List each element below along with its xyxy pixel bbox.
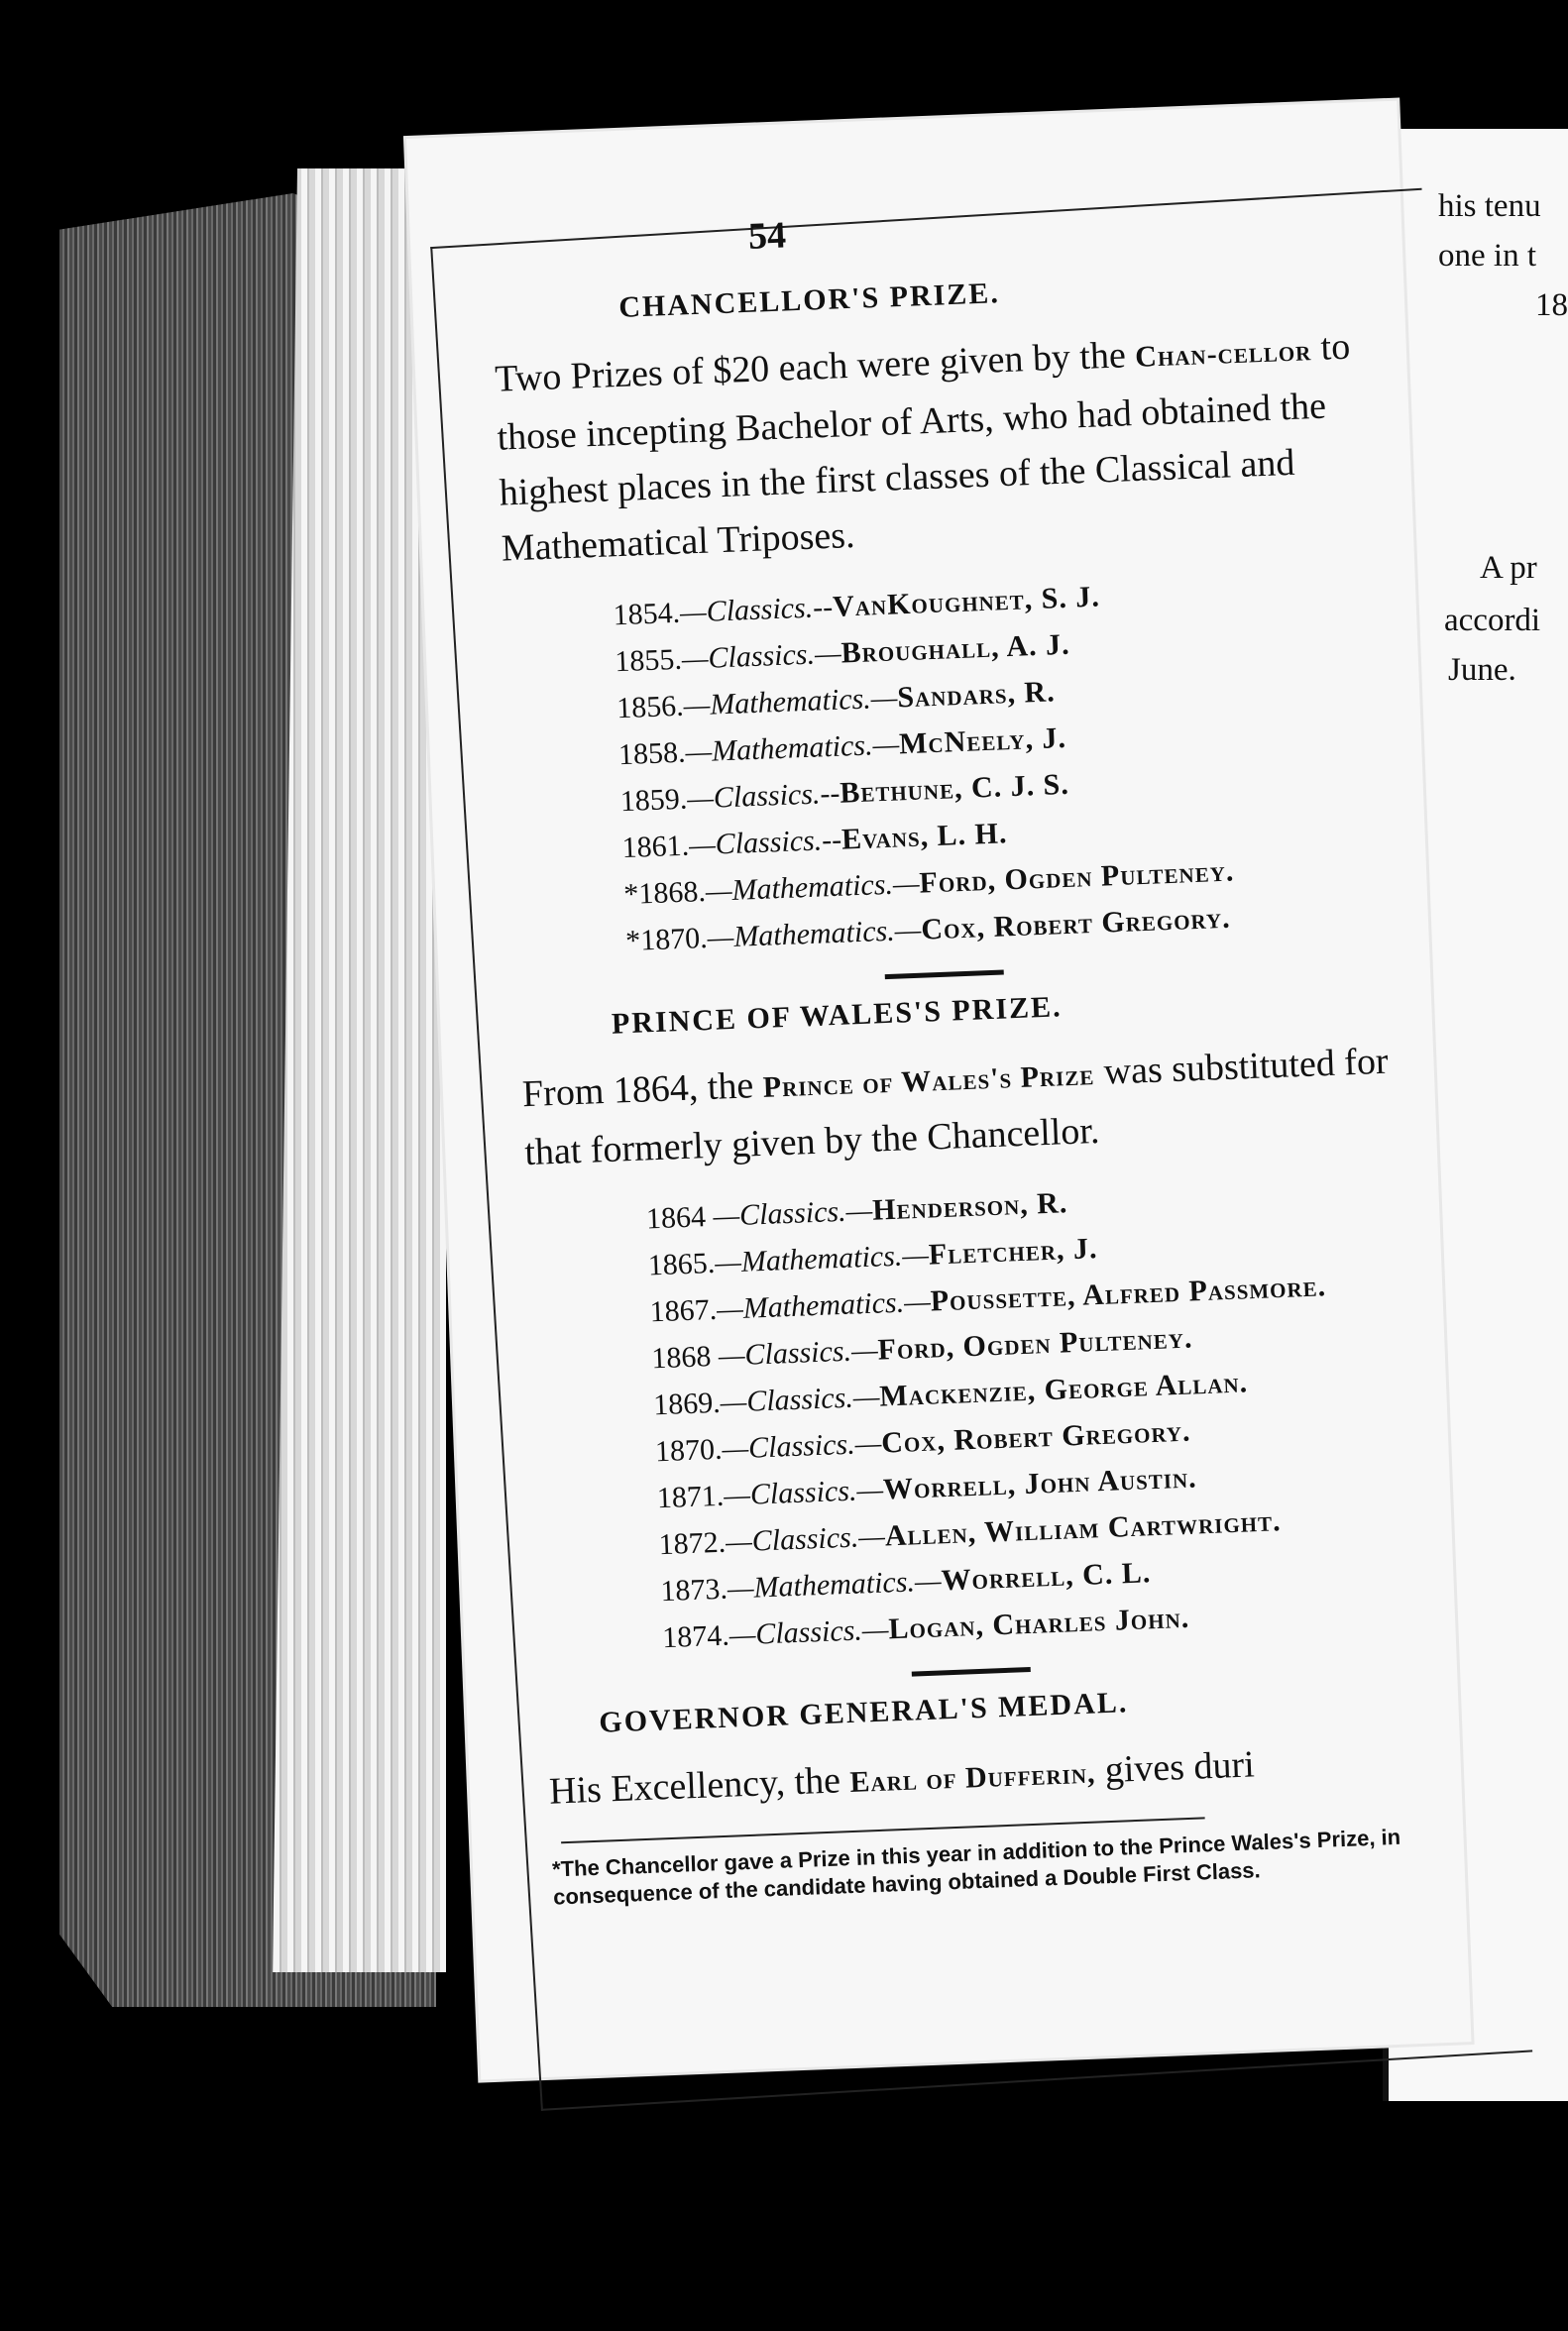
entry-year: 1874.: [661, 1618, 730, 1655]
entry-name: Henderson, R.: [871, 1186, 1068, 1227]
entry-subject: —Classics.—: [705, 1193, 873, 1234]
para-text: His Excellency, the: [548, 1759, 841, 1813]
entry-name: Worrell, C. L.: [940, 1556, 1152, 1598]
entry-name: VanKoughnet, S. J.: [832, 580, 1101, 623]
entry-subject: —Classics.--: [688, 823, 842, 862]
chancellors-prize-heading: CHANCELLOR'S PRIZE.: [617, 277, 1001, 324]
section-divider: [912, 1667, 1031, 1677]
entry-year: 1855.: [614, 642, 683, 679]
entry-subject: —Classics.—: [728, 1612, 890, 1652]
entry-subject: —Mathematics.—: [683, 681, 898, 722]
entry-year: 1871.: [656, 1479, 725, 1515]
entry-year: 1865.: [647, 1246, 716, 1282]
entry-name: Cox, Robert Gregory.: [920, 901, 1232, 946]
entry-year: 1864: [645, 1200, 707, 1236]
entry-name: Mackenzie, George Allan.: [878, 1366, 1249, 1413]
entry-name: Fletcher, J.: [928, 1232, 1098, 1272]
entry-year: 1854.: [612, 596, 681, 632]
entry-name: Evans, L. H.: [840, 817, 1008, 856]
para-smallcaps: Chan-cellor: [1134, 334, 1312, 374]
prince-of-wales-prize-paragraph: [521, 1032, 1447, 1181]
para-smallcaps: Earl of Dufferin,: [848, 1756, 1097, 1800]
para-text: to those incepting Bachelor of Arts, who had obtained the highest places in the first classes of the Classical and Mathematical Triposes.: [496, 325, 1351, 570]
governor-generals-medal-paragraph: [548, 1728, 1472, 1823]
entry-year: *1870.: [624, 921, 709, 958]
right-fragment: one in t: [1438, 238, 1536, 274]
entry-name: Ford, Ogden Pulteney.: [877, 1321, 1193, 1367]
para-smallcaps: Prince of Wales's Prize: [762, 1058, 1095, 1104]
para-text: From 1864, the: [521, 1064, 755, 1116]
entry-subject: —Classics.--: [679, 590, 834, 629]
entry-subject: —Mathematics.—: [727, 1564, 943, 1606]
footnote: *The Chancellor gave a Prize in this year in addition to the Prince Wales's Prize, in consequence of the candidate having obtained a Double First Class.: [551, 1824, 1401, 1910]
page-number: 54: [747, 214, 787, 258]
right-fragment: A pr: [1480, 550, 1537, 586]
entry-name: Ford, Ogden Pulteney.: [918, 854, 1235, 900]
right-fragment: accordi: [1444, 603, 1541, 638]
entry-year: 1868: [650, 1340, 713, 1376]
right-fragment: his tenu: [1438, 188, 1541, 224]
entry-name: Poussette, Alfred Passmore.: [930, 1270, 1327, 1318]
prince-of-wales-prize-heading: PRINCE OF WALES'S PRIZE.: [611, 990, 1064, 1041]
entry-name: Logan, Charles John.: [887, 1601, 1190, 1646]
entry-name: McNeely, J.: [898, 721, 1067, 761]
right-fragment: 18: [1535, 287, 1568, 323]
entry-subject: —Mathematics.—: [714, 1238, 930, 1279]
right-fragment: June.: [1448, 652, 1516, 688]
governor-generals-medal-heading: GOVERNOR GENERAL'S MEDAL.: [598, 1686, 1129, 1739]
entry-subject: —Mathematics.—: [684, 727, 900, 769]
entry-year: 1859.: [619, 782, 688, 819]
entry-name: Sandars, R.: [896, 675, 1057, 715]
entry-name: Broughall, A. J.: [840, 627, 1071, 670]
entry-subject: —Classics.—: [723, 1473, 884, 1512]
entry-subject: —Mathematics.—: [707, 913, 922, 954]
entry-year: 1872.: [658, 1525, 727, 1562]
chancellors-prize-paragraph: [494, 316, 1423, 577]
prince-of-wales-prize-list: [645, 1163, 1534, 1661]
entry-year: 1867.: [648, 1292, 718, 1329]
entry-subject: —Classics.—: [720, 1380, 881, 1419]
page-content: [489, 186, 1544, 1911]
entry-subject: —Mathematics.—: [716, 1284, 932, 1326]
entry-name: Worrell, John Austin.: [882, 1461, 1198, 1506]
entry-year: *1868.: [622, 874, 707, 912]
entry-name: Cox, Robert Gregory.: [880, 1414, 1192, 1460]
entry-year: 1870.: [654, 1432, 724, 1469]
para-text: was substituted for that formerly given by the Chancellor.: [523, 1040, 1390, 1174]
entry-name: Allen, William Cartwright.: [884, 1504, 1283, 1553]
entry-year: 1873.: [659, 1572, 728, 1609]
para-text: gives duri: [1103, 1743, 1256, 1792]
entry-name: Bethune, C. J. S.: [839, 767, 1070, 810]
entry-subject: —Classics.--: [686, 776, 840, 816]
chancellors-prize-list: [613, 558, 1509, 964]
entry-subject: —Classics.—: [725, 1519, 886, 1559]
entry-year: 1861.: [621, 829, 690, 865]
entry-year: 1856.: [616, 689, 685, 725]
entry-year: 1869.: [652, 1386, 722, 1422]
entry-subject: —Classics.—: [721, 1426, 882, 1466]
entry-subject: —Classics.—: [710, 1333, 879, 1374]
entry-subject: —Classics.—: [681, 636, 842, 676]
entry-subject: —Mathematics.—: [705, 866, 921, 908]
para-text: Two Prizes of $20 each were given by the: [494, 334, 1127, 400]
section-divider: [885, 969, 1004, 979]
entry-year: 1858.: [617, 735, 687, 772]
book-page: [406, 101, 1472, 2080]
